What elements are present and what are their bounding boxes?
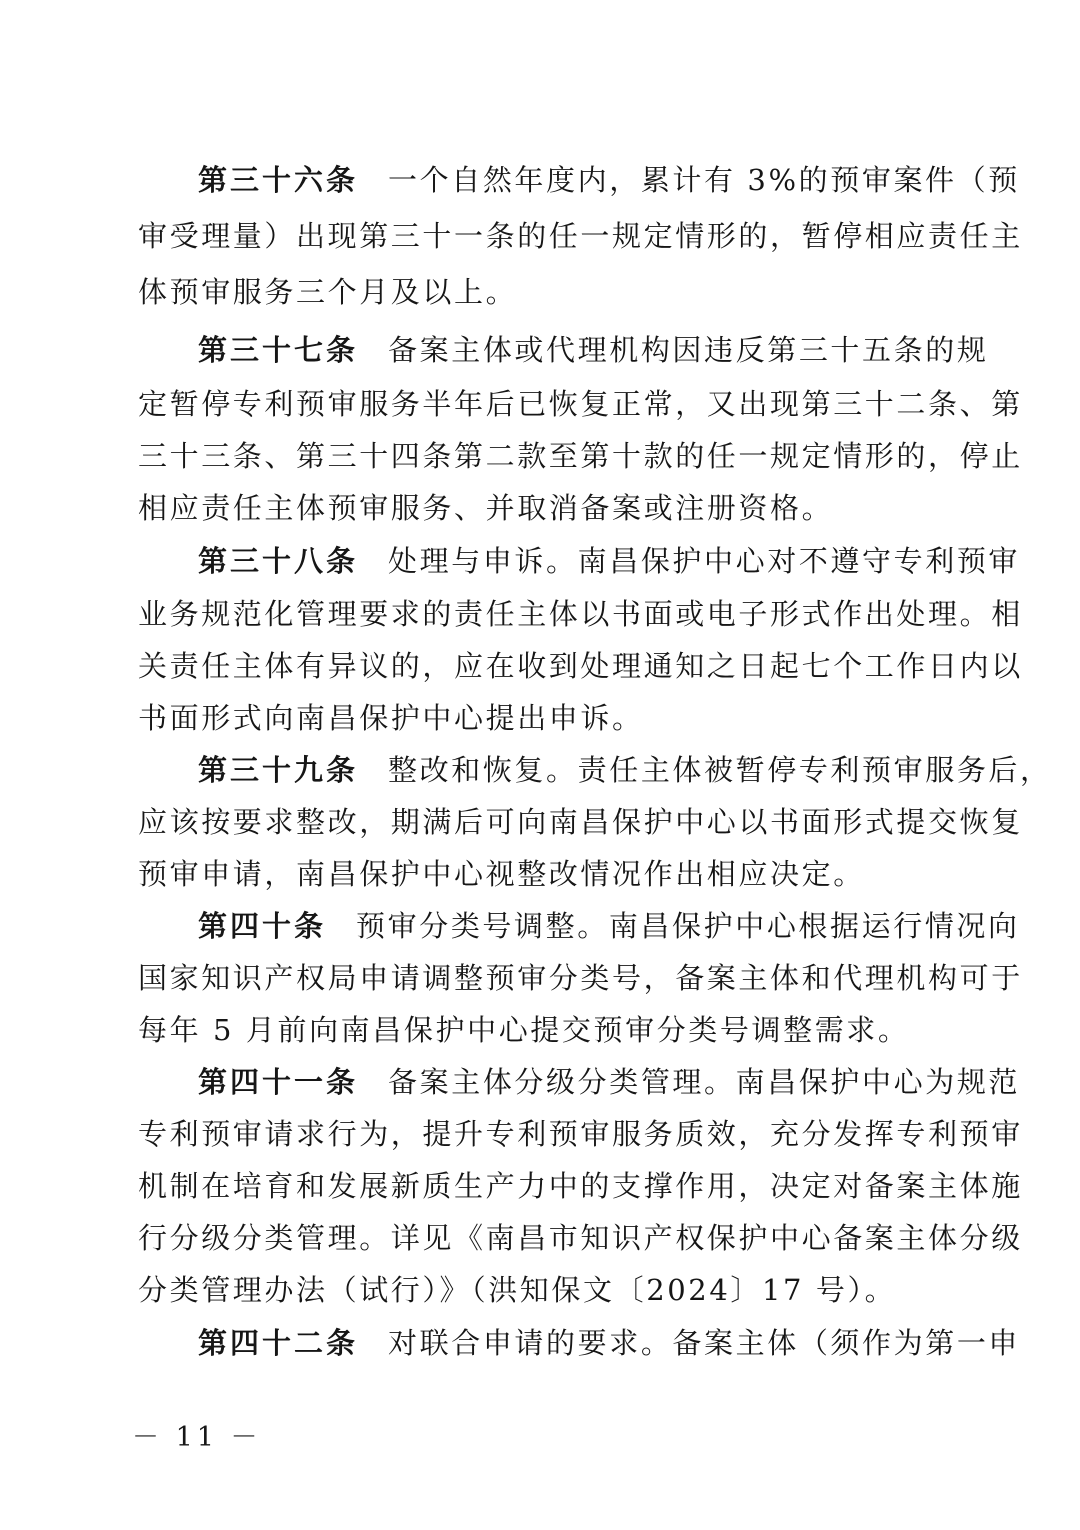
article-38-line-2: 业务规范化管理要求的责任主体以书面或电子形式作出处理。相 xyxy=(138,597,1023,631)
article-40-line-1 xyxy=(198,908,1020,944)
article-40-line-2: 国家知识产权局申请调整预审分类号，备案主体和代理机构可于 xyxy=(138,961,1023,995)
article-38-line-4: 书面形式向南昌保护中心提出申诉。 xyxy=(138,701,644,735)
article-41-line-1 xyxy=(198,1064,1021,1100)
article-37-line-2: 定暂停专利预审服务半年后已恢复正常，又出现第三十二条、第 xyxy=(138,387,1023,421)
page-number: － 11 － xyxy=(132,1422,262,1453)
article-40-line-3: 每年 5 月前向南昌保护中心提交预审分类号调整需求。 xyxy=(138,1013,910,1047)
article-36-text: 一个自然年度内，累计有 3%的预审案件（预 xyxy=(388,163,1020,197)
article-36-line-1 xyxy=(198,162,1020,198)
article-38-heading: 第三十八条 xyxy=(198,544,359,578)
article-39-line-3: 预审申请，南昌保护中心视整改情况作出相应决定。 xyxy=(138,857,865,891)
article-41-line-3: 机制在培育和发展新质生产力中的支撑作用，决定对备案主体施 xyxy=(138,1169,1023,1203)
article-37-heading: 第三十七条 xyxy=(198,333,359,367)
article-42-text: 对联合申请的要求。备案主体（须作为第一申 xyxy=(388,1326,1021,1360)
article-38-line-3: 关责任主体有异议的，应在收到处理通知之日起七个工作日内以 xyxy=(138,649,1023,683)
article-42-heading: 第四十二条 xyxy=(198,1326,359,1360)
article-37-line-4: 相应责任主体预审服务、并取消备案或注册资格。 xyxy=(138,491,834,525)
article-41-heading: 第四十一条 xyxy=(198,1065,359,1099)
article-39-line-2: 应该按要求整改，期满后可向南昌保护中心以书面形式提交恢复 xyxy=(138,805,1023,839)
article-38-line-1 xyxy=(198,543,1021,579)
article-39-line-1 xyxy=(198,752,1052,788)
article-41-text: 备案主体分级分类管理。南昌保护中心为规范 xyxy=(388,1065,1021,1099)
article-41-line-5: 分类管理办法（试行）》（洪知保文〔2024〕17 号）。 xyxy=(138,1273,897,1307)
article-38-text: 处理与申诉。南昌保护中心对不遵守专利预审 xyxy=(388,544,1021,578)
article-37-line-1 xyxy=(198,332,989,368)
article-40-heading: 第四十条 xyxy=(198,909,327,943)
article-39-text: 整改和恢复。责任主体被暂停专利预审服务后， xyxy=(388,753,1052,787)
article-41-line-4: 行分级分类管理。详见《南昌市知识产权保护中心备案主体分级 xyxy=(138,1221,1023,1255)
article-36-line-3: 体预审服务三个月及以上。 xyxy=(138,275,518,309)
article-36-heading: 第三十六条 xyxy=(198,163,359,197)
article-42-line-1 xyxy=(198,1325,1021,1361)
article-41-line-2: 专利预审请求行为，提升专利预审服务质效，充分发挥专利预审 xyxy=(138,1117,1023,1151)
article-36-line-2: 审受理量）出现第三十一条的任一规定情形的，暂停相应责任主 xyxy=(138,219,1023,253)
article-37-line-3: 三十三条、第三十四条第二款至第十款的任一规定情形的，停止 xyxy=(138,439,1023,473)
article-40-text: 预审分类号调整。南昌保护中心根据运行情况向 xyxy=(356,909,1020,943)
article-37-text: 备案主体或代理机构因违反第三十五条的规 xyxy=(388,333,989,367)
article-39-heading: 第三十九条 xyxy=(198,753,359,787)
